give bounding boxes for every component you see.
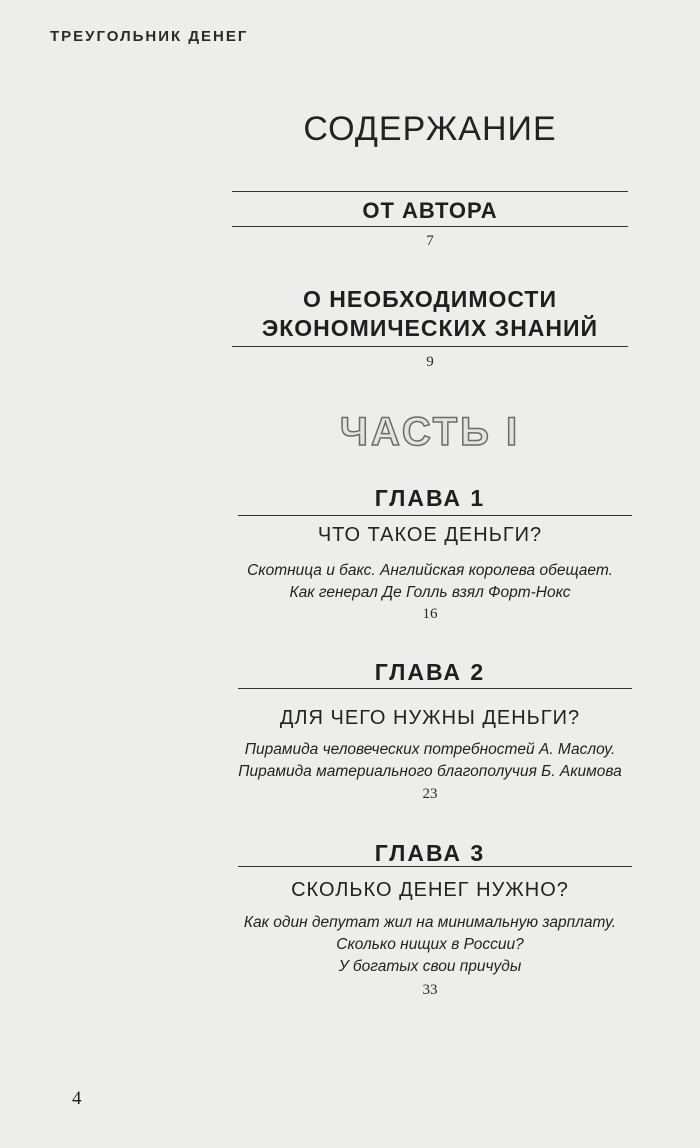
chapter-subtopic: Пирамида материального благополучия Б. Акимова	[238, 763, 622, 780]
divider	[238, 866, 632, 867]
chapter-subtopic: У богатых свои причуды	[338, 958, 522, 975]
section-title-economics-line1: О НЕОБХОДИМОСТИ	[303, 286, 557, 312]
divider	[232, 191, 628, 192]
chapter-subtopic: Как генерал Де Голль взял Форт-Нокс	[289, 584, 571, 601]
part-label: ЧАСТЬ I	[339, 410, 521, 454]
chapter-title: ДЛЯ ЧЕГО НУЖНЫ ДЕНЬГИ?	[279, 707, 581, 729]
chapter-title: ЧТО ТАКОЕ ДЕНЬГИ?	[317, 524, 543, 546]
chapter-subtopic: Сколько нищих в России?	[336, 936, 524, 953]
section-title-from-author: ОТ АВТОРА	[362, 198, 498, 223]
divider	[238, 515, 632, 516]
toc-heading: СОДЕРЖАНИЕ	[303, 110, 557, 148]
divider	[232, 346, 628, 347]
chapter-subtopic: Как один депутат жил на минимальную зарплату.	[243, 914, 617, 931]
divider	[232, 226, 628, 227]
chapter-label: ГЛАВА 1	[374, 485, 486, 511]
chapter-title: СКОЛЬКО ДЕНЕГ НУЖНО?	[291, 879, 569, 901]
section-page-number: 7	[426, 233, 434, 249]
chapter-label: ГЛАВА 3	[374, 840, 486, 866]
chapter-subtopic: Скотница и бакс. Английская королева обещает.	[247, 562, 613, 579]
chapter-label: ГЛАВА 2	[374, 659, 486, 685]
divider	[238, 688, 632, 689]
chapter-page-number: 23	[422, 786, 438, 802]
section-page-number: 9	[426, 354, 434, 370]
chapter-page-number: 16	[422, 606, 438, 622]
page-number: 4	[72, 1088, 82, 1109]
running-title: ТРЕУГОЛЬНИК ДЕНЕГ	[50, 28, 249, 45]
chapter-subtopic: Пирамида человеческих потребностей А. Маслоу.	[244, 741, 616, 758]
section-title-economics-line2: ЭКОНОМИЧЕСКИХ ЗНАНИЙ	[261, 315, 599, 341]
chapter-page-number: 33	[422, 982, 438, 998]
